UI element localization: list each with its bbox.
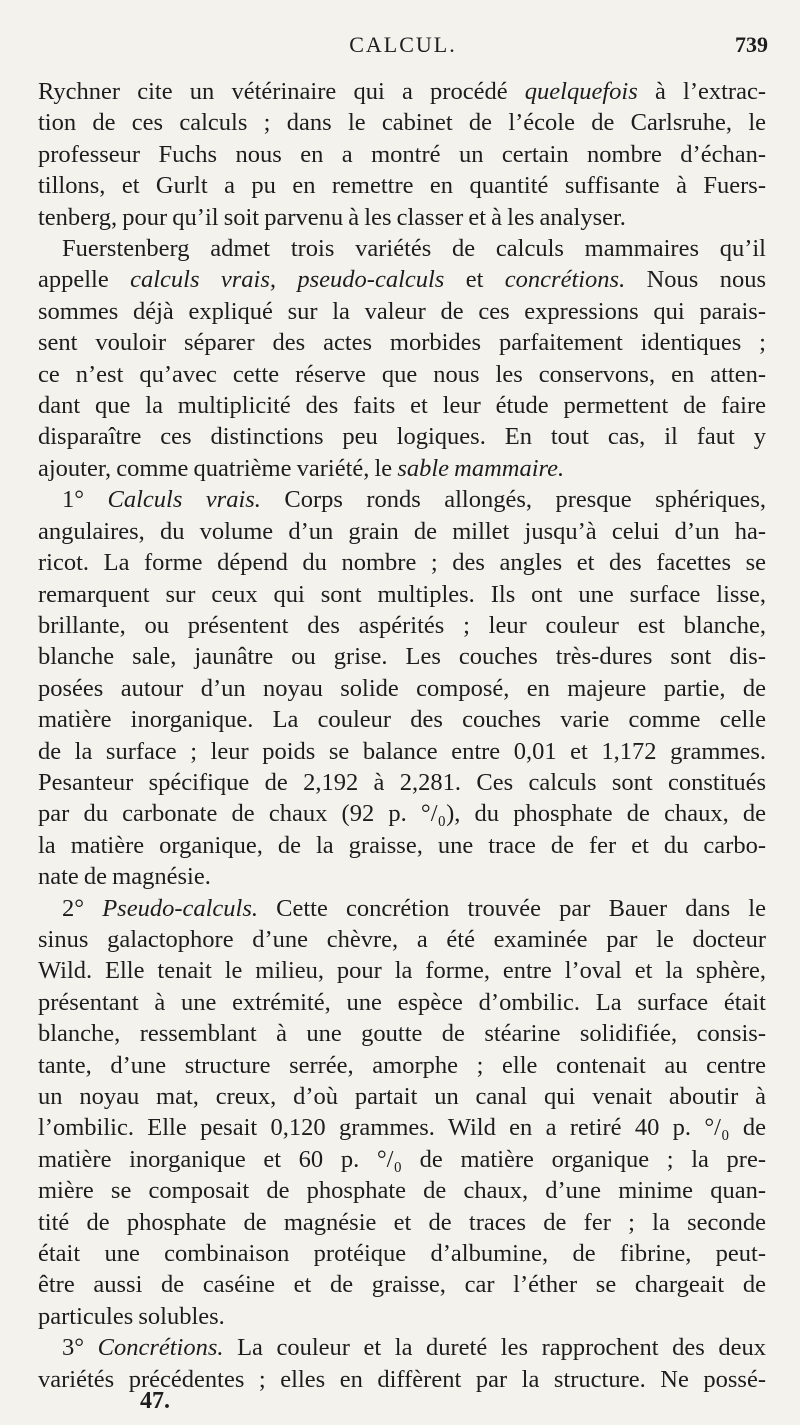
text-line bbox=[38, 264, 766, 295]
text-run: ajouter, comme quatrième variété, le bbox=[38, 454, 398, 482]
italic-run: Concrétions. bbox=[97, 1334, 224, 1362]
text-line bbox=[38, 76, 766, 107]
text-line: posées autour d’un noyau solide composé, en majeure partie, de bbox=[38, 674, 766, 702]
text-line: ricot. La forme dépend du nombre ; des angles et des facettes se bbox=[38, 549, 766, 577]
text-line: présentant à une extrémité, une espèce d’ombilic. La surface était bbox=[38, 988, 766, 1016]
text-line: brillante, ou présentent des aspérités ; leur couleur est blanche, bbox=[38, 611, 766, 639]
italic-run: calculs vrais, pseudo-calculs bbox=[130, 266, 445, 294]
text-run: appelle bbox=[38, 266, 131, 294]
text-line: tenberg, pour qu’il soit parvenu à les classer et à les analyser. bbox=[38, 203, 626, 231]
text-run: Corps ronds allongés, presque sphériques, bbox=[260, 486, 766, 514]
text-line: sinus galactophore d’une chèvre, a été examinée par le docteur bbox=[38, 925, 766, 953]
text-run: 3° bbox=[62, 1334, 98, 1362]
text-line: par du carbonate de chaux (92 p. °/₀), du phosphate de chaux, de bbox=[38, 800, 766, 828]
paragraph-rychner bbox=[38, 76, 766, 233]
body-text bbox=[38, 76, 766, 1395]
text-line: mière se composait de phosphate de chaux, d’une minime quan- bbox=[38, 1177, 766, 1205]
text-run: et bbox=[444, 266, 505, 294]
paragraph-fuerstenberg bbox=[38, 233, 766, 484]
text-line: variétés précédentes ; elles en diffèrent par la structure. Ne possé- bbox=[38, 1365, 766, 1393]
text-run: 1° bbox=[62, 486, 108, 514]
paragraph-calculs-vrais bbox=[38, 484, 766, 892]
text-line: Pesanteur spécifique de 2,192 à 2,281. Ces calculs sont constitués bbox=[38, 768, 766, 796]
italic-run: Pseudo-calculs. bbox=[102, 894, 259, 922]
text-line: matière inorganique et 60 p. °/₀ de matière organique ; la pre- bbox=[38, 1145, 766, 1173]
text-line bbox=[38, 484, 766, 515]
text-line: la matière organique, de la graisse, une trace de fer et du carbo- bbox=[38, 831, 766, 859]
text-line: tante, d’une structure serrée, amorphe ; elle contenait au centre bbox=[38, 1051, 766, 1079]
text-line: de la surface ; leur poids se balance entre 0,01 et 1,172 grammes. bbox=[38, 737, 766, 765]
text-line: était une combinaison protéique d’albumine, de fibrine, peut- bbox=[38, 1240, 766, 1268]
italic-run: sable mammaire. bbox=[397, 454, 565, 482]
paragraph-pseudo-calculs bbox=[38, 893, 766, 1333]
running-head bbox=[38, 32, 768, 62]
text-line: particules solubles. bbox=[38, 1302, 225, 1330]
italic-run: concrétions. bbox=[504, 266, 626, 294]
text-line: sent vouloir séparer des actes morbides parfaitement identiques ; bbox=[38, 329, 766, 357]
italic-run: Calculs vrais. bbox=[107, 486, 261, 514]
text-line: tion de ces calculs ; dans le cabinet de l’école de Carlsruhe, le bbox=[38, 109, 766, 137]
text-line bbox=[38, 453, 766, 484]
text-line: Wild. Elle tenait le milieu, pour la forme, entre l’oval et la sphère, bbox=[38, 957, 766, 985]
text-run: Rychner cite un vétérinaire qui a procédé bbox=[38, 78, 525, 105]
signature-mark: 47. bbox=[140, 1388, 170, 1414]
text-line: blanche, ressemblant à une goutte de stéarine solidifiée, consis- bbox=[38, 1020, 766, 1048]
text-line: tillons, et Gurlt a pu en remettre en quantité suffisante à Fuers- bbox=[38, 172, 766, 200]
text-line: être aussi de caséine et de graisse, car l’éther se chargeait de bbox=[38, 1271, 766, 1299]
text-run: Cette concrétion trouvée par Bauer dans le bbox=[258, 894, 766, 922]
text-line: matière inorganique. La couleur des couches varie comme celle bbox=[38, 706, 766, 734]
text-line bbox=[38, 893, 766, 924]
text-line: professeur Fuchs nous en a montré un certain nombre d’échan- bbox=[38, 140, 766, 168]
text-line bbox=[38, 1332, 766, 1363]
text-line: un noyau mat, creux, d’où partait un canal qui venait aboutir à bbox=[38, 1083, 766, 1110]
text-line: sommes déjà expliqué sur la valeur de ces expressions qui parais- bbox=[38, 297, 766, 325]
paragraph-concretions bbox=[38, 1332, 766, 1395]
page-number: 739 bbox=[735, 32, 768, 57]
text-run: 2° bbox=[62, 894, 103, 922]
text-line: tité de phosphate de magnésie et de traces de fer ; la seconde bbox=[38, 1208, 766, 1236]
running-title: CALCUL. bbox=[349, 32, 457, 57]
text-line: Fuerstenberg admet trois variétés de calculs mammaires qu’il bbox=[62, 235, 766, 263]
italic-run: quelquefois bbox=[524, 78, 638, 105]
text-line: disparaître ces distinctions peu logiques. En tout cas, il faut y bbox=[38, 423, 766, 451]
text-line: remarquent sur ceux qui sont multiples. Ils ont une surface lisse, bbox=[38, 580, 766, 608]
text-line: dant que la multiplicité des faits et leur étude permettent de faire bbox=[38, 392, 766, 420]
text-line: ce n’est qu’avec cette réserve que nous les conservons, en atten- bbox=[38, 360, 766, 388]
text-line: blanche sale, jaunâtre ou grise. Les couches très-dures sont dis- bbox=[38, 643, 766, 671]
text-line: l’ombilic. Elle pesait 0,120 grammes. Wild en a retiré 40 p. °/₀ de bbox=[38, 1114, 766, 1142]
text-run: à l’extrac- bbox=[637, 78, 767, 105]
text-line: nate de magnésie. bbox=[38, 863, 211, 891]
text-line: angulaires, du volume d’un grain de millet jusqu’à celui d’un ha- bbox=[38, 517, 766, 545]
text-run: La couleur et la dureté les rapprochent des deux bbox=[223, 1334, 766, 1362]
text-run: Nous nous bbox=[625, 266, 766, 294]
